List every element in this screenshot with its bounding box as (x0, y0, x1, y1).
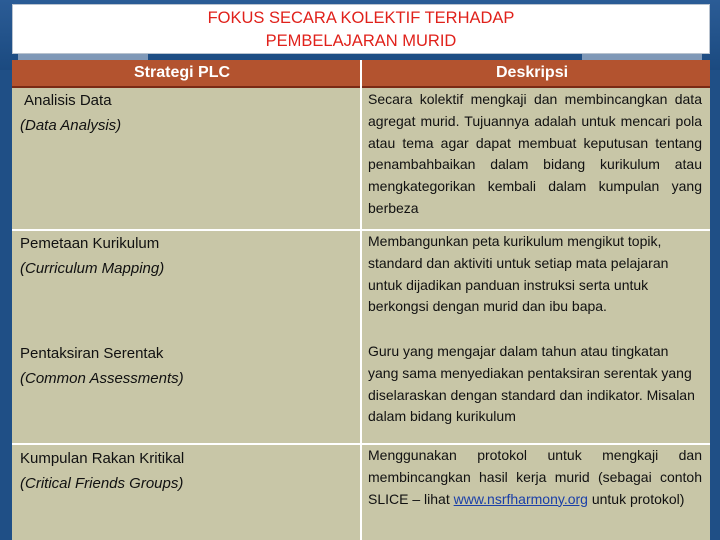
header-description: Deskripsi (496, 64, 569, 81)
plc-strategy-table (12, 60, 710, 540)
strategy-name-en: (Common Assessments) (20, 370, 184, 387)
title-line-2: PEMBELAJARAN MURID (265, 32, 457, 50)
column-divider (360, 60, 362, 540)
strategy-name: Analisis Data (24, 92, 112, 109)
strategy-name-en: (Critical Friends Groups) (20, 475, 184, 492)
description-text: untuk protokol) (591, 490, 685, 507)
title-line-1: FOKUS SECARA KOLEKTIF TERHADAP (207, 9, 515, 27)
table-row-strategy (20, 446, 184, 496)
table-row-description (368, 445, 702, 510)
strategy-name-en: (Curriculum Mapping) (20, 260, 165, 277)
table-row-strategy (20, 88, 122, 138)
table-row-description: Secara kolektif mengkaji dan membincangkan data agregat murid. Tujuannya adalah untuk mencari pola atau tema agar dapat membuat keputusan tentang penambahbaikan dalam bidang kurikulum atau mengkategorikan kembali dalam kumpulan yang berbeza (368, 91, 702, 216)
table-row-strategy (20, 231, 164, 281)
nsrf-harmony-link[interactable]: www.nsrfharmony.org (453, 490, 588, 507)
strategy-name: Pentaksiran Serentak (20, 345, 164, 362)
strategy-name-en: (Data Analysis) (20, 117, 122, 134)
table-row-strategy (20, 341, 184, 391)
strategy-name: Pemetaan Kurikulum (20, 235, 160, 252)
header-strategy: Strategi PLC (134, 64, 231, 81)
slide-title (12, 4, 710, 54)
description-text: Menggunakan protokol untuk mengkaji dan membincangkan hasil kerja murid (sebagai contoh SLICE – lihat (368, 447, 702, 507)
table-row-description: Membangunkan peta kurikulum mengikut topik, standard dan aktiviti untuk setiap mata pelajaran untuk dijadikan panduan instruksi serta untuk berkongsi dengan murid dan ibu bapa. (368, 233, 669, 315)
table-row-description: Guru yang mengajar dalam tahun atau tingkatan yang sama menyediakan pentaksiran serentak yang diselaraskan dengan standard dan indikator. Misalan dalam bidang kurikulum (368, 343, 695, 425)
strategy-name: Kumpulan Rakan Kritikal (20, 450, 185, 467)
